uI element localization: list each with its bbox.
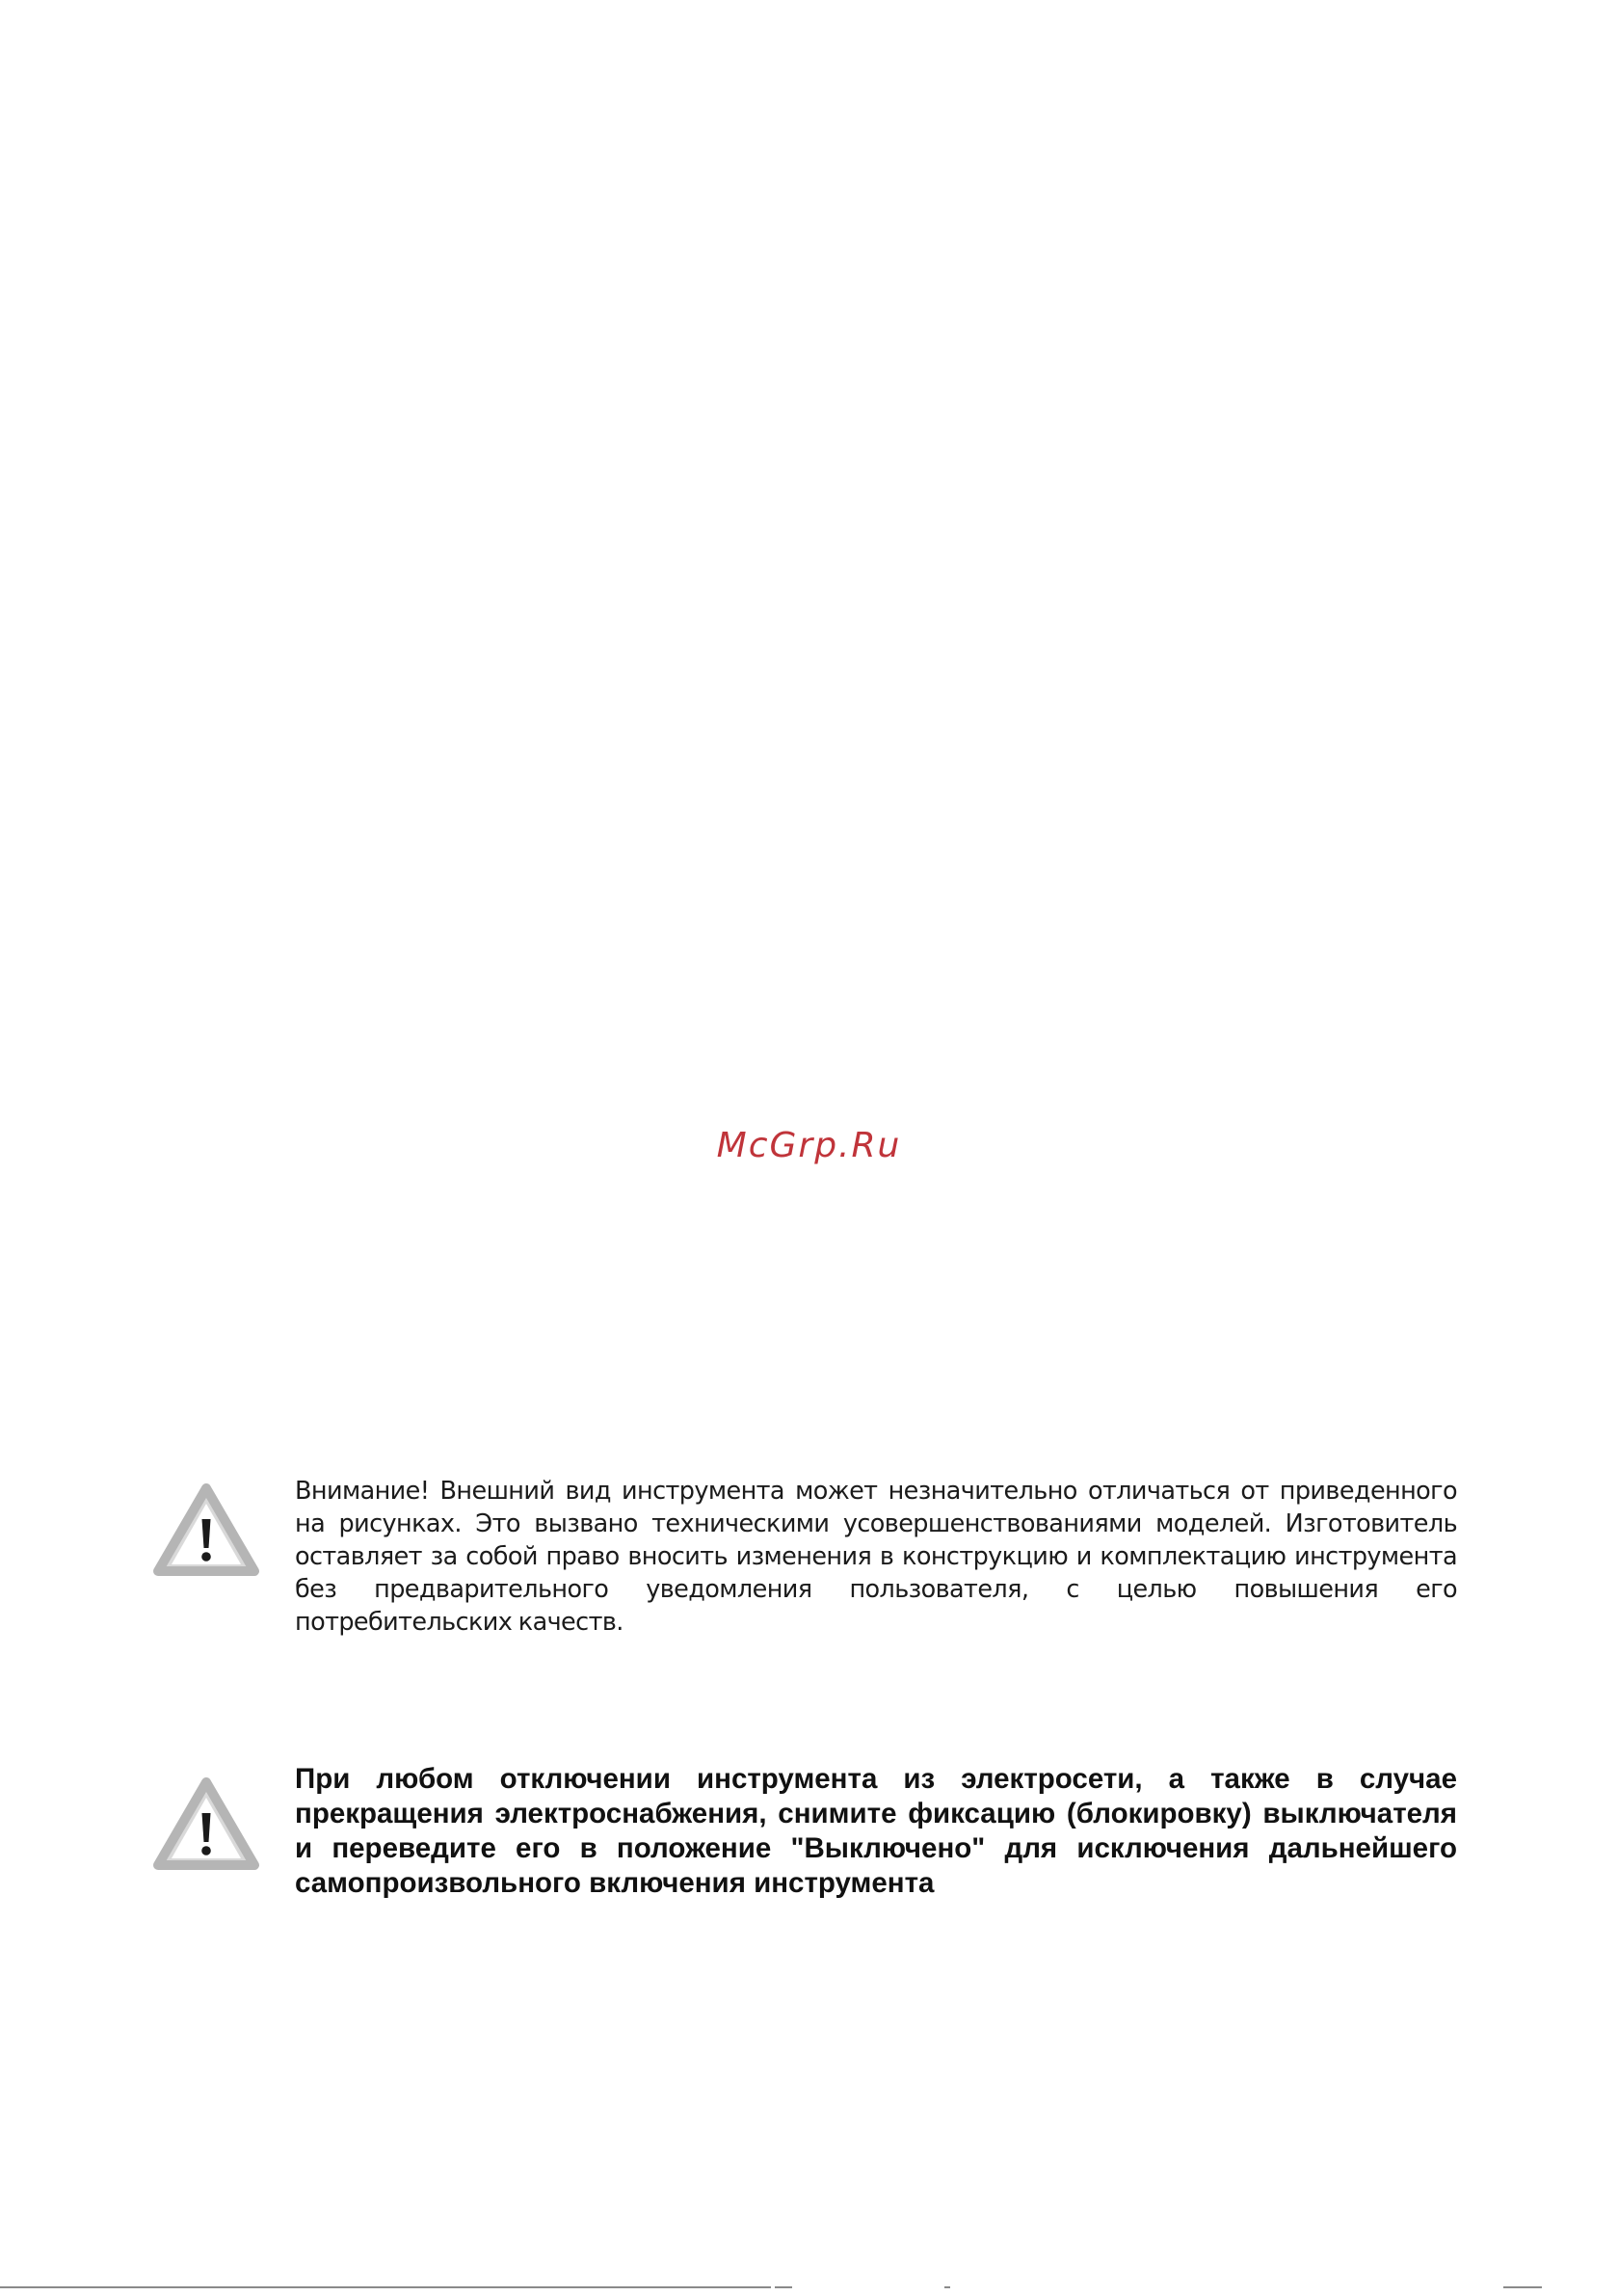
notice-text: При любом отключении инструмента из электросети, а также в случае прекращения электроснабжения, снимите фиксацию (блокировку) выключателя и переведите его в положение "Выключено" для исключения дальнейшего самопроизвольного включения инструмента <box>295 1763 1457 1899</box>
page-bottom-rule <box>0 2286 1618 2288</box>
watermark: McGrp.Ru <box>716 1126 902 1165</box>
warning-triangle-icon <box>152 1776 260 1871</box>
notice-text: Внимание! Внешний вид инструмента может незначительно отличаться от приведенного на рисунках. Это вызвано техническими усовершенствованиями моделей. Изготовитель оставляет за собой право вносить изменения в конструкцию и комплектацию инструмента без предварительного уведомления пользователя, с целью повышения его потребительских качеств. <box>295 1477 1457 1637</box>
warning-triangle-icon <box>152 1482 260 1577</box>
